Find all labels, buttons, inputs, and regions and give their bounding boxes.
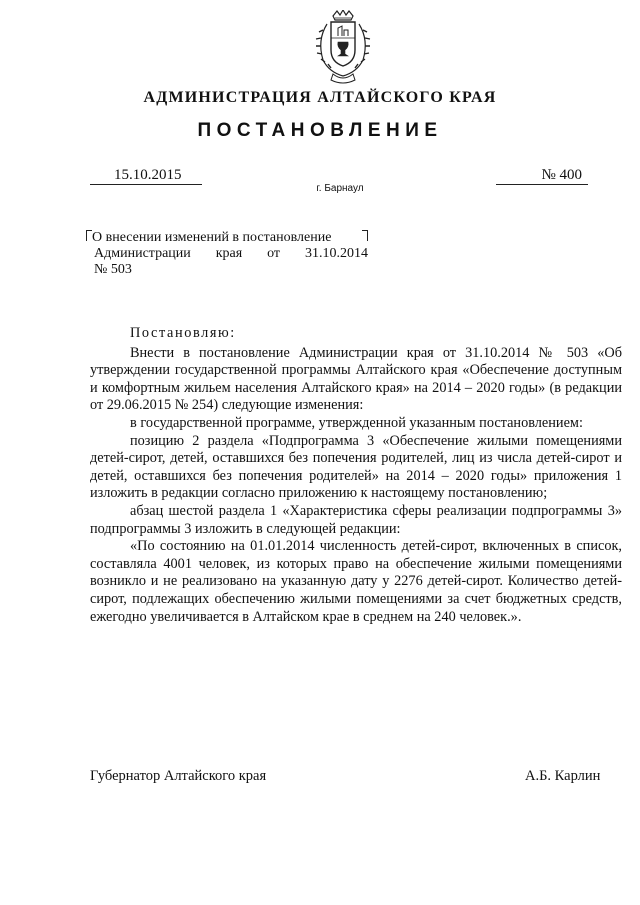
body-paragraph: абзац шестой раздела 1 «Характеристика сферы реализации подпрограммы 3» подпрограммы 3 изложить в следующей редакции: bbox=[90, 502, 622, 537]
subject-word: Администрации bbox=[94, 246, 191, 261]
subject-line-1: О внесении изменений в постановление bbox=[92, 230, 332, 245]
document-body bbox=[90, 325, 622, 626]
document-city: г. Барнаул bbox=[316, 183, 364, 194]
signatory-position: Губернатор Алтайского края bbox=[90, 768, 267, 784]
document-type-title: ПОСТАНОВЛЕНИЕ bbox=[197, 120, 443, 141]
resolve-heading: Постановляю: bbox=[130, 325, 236, 341]
signatory-name: А.Б. Карлин bbox=[525, 768, 601, 784]
subject-line-2 bbox=[88, 246, 368, 262]
body-paragraph: Внести в постановление Администрации края от 31.10.2014 № 503 «Об утверждении государственной программы Алтайского края «Обеспечение доступным и комфортным жильем населения Алтайского края» на 2014 – 2020 годы» (в редакции от 29.06.2015 № 254) следующие изменения: bbox=[90, 344, 622, 414]
subject-word: 31.10.2014 bbox=[304, 246, 368, 261]
subject-word: от bbox=[267, 246, 281, 261]
body-paragraph: «По состоянию на 01.01.2014 численность детей-сирот, включенных в список, составляла 4001 человек, из которых право на обеспечение жилыми помещениями возникло и не реализовано на указанную дату у 2276 детей-сирот. Количество детей-сирот, подлежащих обеспечению жилыми помещениями за счет бюджетных средств, ежегодно увеличивается в Алтайском крае в среднем на 240 человек.». bbox=[90, 538, 622, 625]
coat-of-arms-icon bbox=[311, 10, 375, 86]
body-paragraph: позицию 2 раздела «Подпрограмма 3 «Обеспечение жилыми помещениями детей-сирот, детей, оставшихся без попечения родителей, лиц из числа детей-сирот и детей, оставшихся без попечения родителей» на 2014 – 2020 годы» приложения 1 изложить в редакции согласно приложению к настоящему постановлению; bbox=[90, 432, 622, 502]
subject-word: края bbox=[215, 246, 243, 261]
organization-title: АДМИНИСТРАЦИЯ АЛТАЙСКОГО КРАЯ bbox=[143, 89, 497, 106]
body-paragraph: в государственной программе, утвержденной указанным постановлением: bbox=[130, 414, 583, 431]
document-number: № 400 bbox=[496, 166, 588, 185]
subject-line-3: № 503 bbox=[94, 262, 132, 277]
document-subject bbox=[88, 230, 368, 278]
document-date: 15.10.2015 bbox=[90, 166, 202, 185]
